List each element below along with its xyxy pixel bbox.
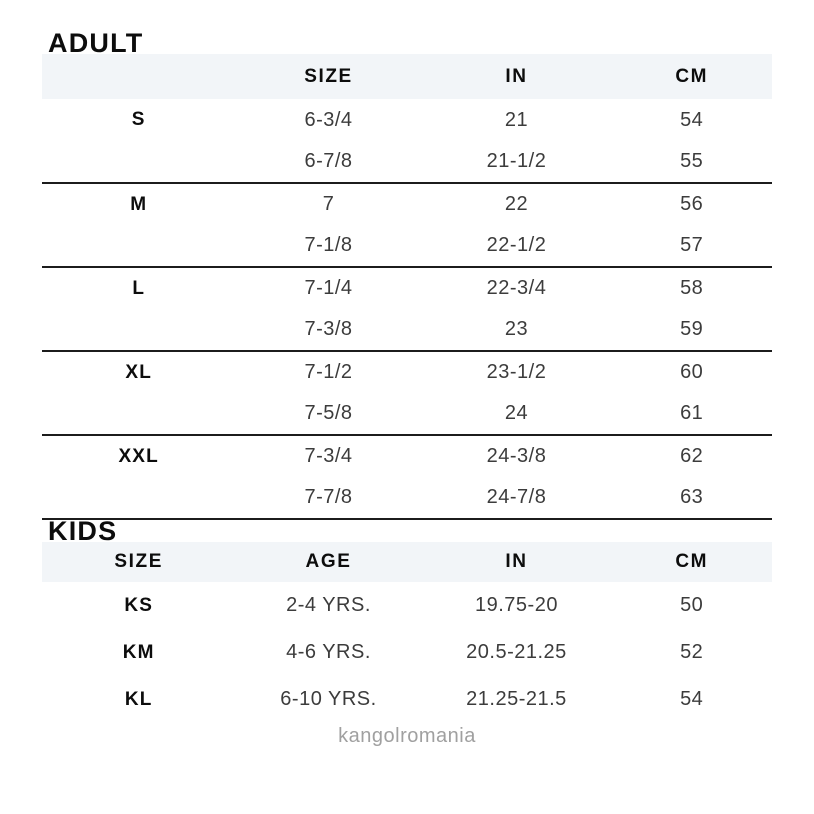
cm-cell: 57 xyxy=(611,225,772,267)
adult-table-row xyxy=(42,225,772,267)
size-group-label: XXL xyxy=(118,445,159,467)
adult-table-row xyxy=(42,141,772,183)
size-group-label xyxy=(42,477,235,519)
in-cell: 21 xyxy=(504,108,529,131)
cm-cell: 54 xyxy=(680,688,704,710)
size-group-label: S xyxy=(131,109,146,130)
adult-table-row xyxy=(42,351,772,393)
cm-cell: 62 xyxy=(680,445,704,467)
size-group-label: XL xyxy=(125,361,153,383)
adult-table-row xyxy=(42,435,772,477)
size-group-label: M xyxy=(130,193,148,215)
size-cell: 6-7/8 xyxy=(235,141,421,183)
in-cell: 21.25-21.5 xyxy=(466,688,567,710)
cm-cell: 55 xyxy=(611,141,772,183)
kids-column-header: IN xyxy=(505,551,528,572)
in-cell: 23-1/2 xyxy=(486,361,547,383)
kids-table-row xyxy=(42,676,772,723)
kids-column-header: AGE xyxy=(305,551,352,572)
age-cell: 2-4 YRS. xyxy=(286,594,371,616)
cm-cell: 61 xyxy=(611,393,772,435)
in-cell: 22 xyxy=(504,193,529,215)
size-cell: 7-3/4 xyxy=(304,445,353,467)
cm-cell: 63 xyxy=(611,477,772,519)
adult-column-header: SIZE xyxy=(304,65,353,87)
kids-size-table xyxy=(42,542,772,723)
size-group-label: L xyxy=(132,277,146,299)
cm-cell: 52 xyxy=(680,641,704,663)
size-cell: 7-5/8 xyxy=(235,393,421,435)
cm-cell: 56 xyxy=(680,193,704,215)
in-cell: 22-1/2 xyxy=(422,225,612,267)
cm-cell: 50 xyxy=(680,594,704,616)
size-cell: 7-1/4 xyxy=(304,277,353,299)
size-cell: 7-3/8 xyxy=(235,309,421,351)
kids-size-label: KM xyxy=(122,641,155,663)
in-cell: 23 xyxy=(422,309,612,351)
kids-table-header-row xyxy=(42,542,772,582)
size-group-label xyxy=(42,393,235,435)
in-cell: 19.75-20 xyxy=(474,594,558,616)
adult-table-row xyxy=(42,393,772,435)
kids-section xyxy=(42,516,772,723)
size-group-label xyxy=(42,141,235,183)
adult-table-row xyxy=(42,477,772,519)
kids-size-label: KL xyxy=(124,688,153,710)
kids-section-title: KIDS xyxy=(48,516,118,546)
age-cell: 4-6 YRS. xyxy=(286,641,371,663)
size-group-label xyxy=(42,309,235,351)
adult-column-header: IN xyxy=(505,65,528,87)
in-cell: 21-1/2 xyxy=(422,141,612,183)
adult-table-row xyxy=(42,183,772,225)
cm-cell: 54 xyxy=(680,108,704,131)
watermark: kangolromania xyxy=(338,725,476,747)
size-cell: 7-1/8 xyxy=(235,225,421,267)
size-cell: 7-7/8 xyxy=(235,477,421,519)
adult-table-row xyxy=(42,267,772,309)
kids-table-row xyxy=(42,629,772,676)
cm-cell: 60 xyxy=(680,361,704,383)
cm-cell: 59 xyxy=(611,309,772,351)
kids-size-label: KS xyxy=(124,594,154,616)
age-cell: 6-10 YRS. xyxy=(280,688,377,710)
adult-column-header: CM xyxy=(675,65,709,87)
adult-column-header xyxy=(42,54,235,99)
size-cell: 7-1/2 xyxy=(304,361,353,383)
adult-section xyxy=(42,28,772,520)
in-cell: 24-7/8 xyxy=(422,477,612,519)
size-cell: 7 xyxy=(322,193,335,215)
adult-table-row xyxy=(42,99,772,141)
in-cell: 24 xyxy=(422,393,612,435)
adult-section-title: ADULT xyxy=(48,28,144,58)
in-cell: 22-3/4 xyxy=(486,277,547,299)
size-cell: 6-3/4 xyxy=(304,108,353,131)
kids-column-header: CM xyxy=(675,551,709,572)
kids-table-row xyxy=(42,582,772,629)
adult-table-row xyxy=(42,309,772,351)
in-cell: 24-3/8 xyxy=(486,445,547,467)
adult-table-header-row xyxy=(42,54,772,99)
adult-size-table xyxy=(42,54,772,520)
kids-column-header: SIZE xyxy=(114,551,164,572)
in-cell: 20.5-21.25 xyxy=(466,641,567,663)
cm-cell: 58 xyxy=(680,277,704,299)
size-group-label xyxy=(42,225,235,267)
